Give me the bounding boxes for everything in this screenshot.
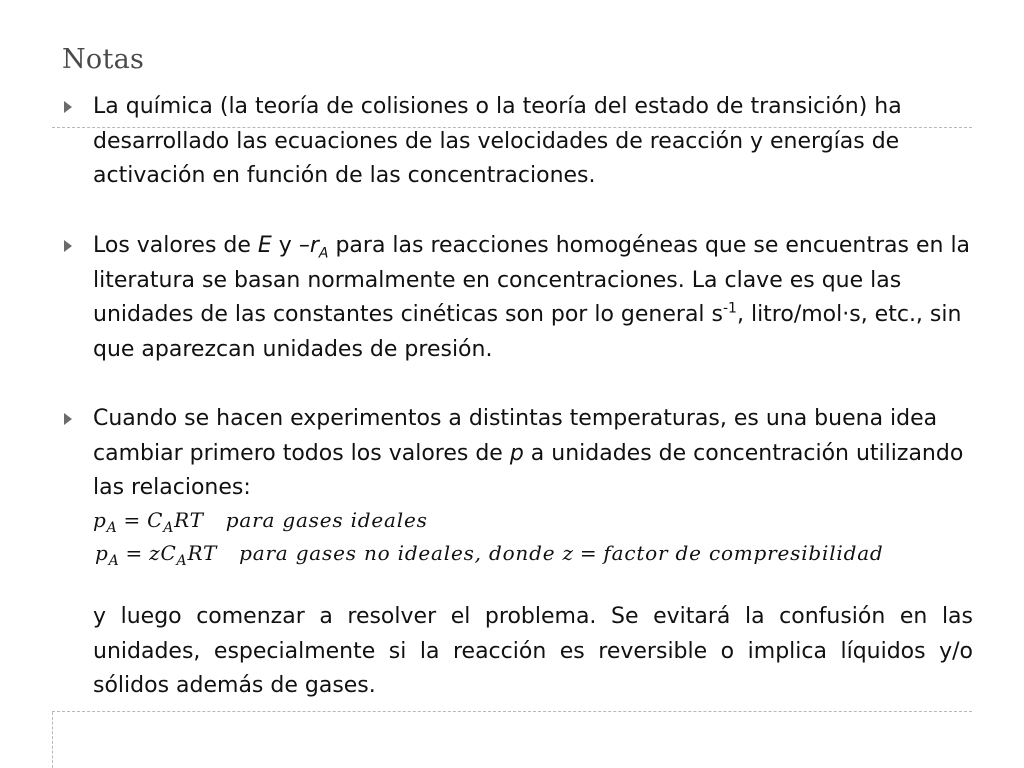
bullet-1-text — [93, 90, 973, 194]
equation-ideal-gas — [93, 508, 428, 536]
superscript-minus-one: -1 — [723, 300, 737, 317]
bullet-arrow-icon — [64, 413, 72, 425]
eq1-c-sub: A — [163, 520, 175, 536]
var-e: E — [257, 233, 272, 258]
bullet-1-content: La química (la teoría de colisiones o la teoría del estado de transición) ha desarrollado las ecuaciones de las velocidades de reacción y energías de activación en función de las concentraciones. — [93, 94, 909, 188]
slide-title: Notas — [62, 44, 145, 75]
var-r: r — [309, 233, 319, 258]
bullet-2-post1: para las reacciones homogéneas que se encuentras en la literatura se basan normalmente en concentraciones. La clave es que las unidades de las constantes cinéticas son por lo general s — [93, 233, 978, 327]
eq2-note-2: factor de compresibilidad — [603, 541, 884, 565]
eq2-c: C — [160, 541, 177, 565]
bullet-2-pre: Los valores de — [93, 233, 258, 258]
equation-non-ideal-gas — [95, 541, 884, 569]
eq1-c: C — [147, 508, 164, 532]
bullet-2-text — [93, 229, 978, 367]
bullet-3-post: a unidades de concentración utilizando las relaciones: — [93, 440, 971, 500]
bullet-3-text — [93, 402, 973, 506]
bottom-divider — [52, 711, 972, 712]
subscript-a: A — [318, 245, 329, 262]
bullet-2-post2: , litro/mol·s, etc., sin que aparezcan unidades de presión. — [93, 302, 969, 362]
eq2-z: z — [149, 541, 161, 565]
eq2-p-sub: A — [108, 553, 120, 569]
left-divider — [52, 712, 53, 768]
bullet-2-mid: y – — [271, 233, 310, 258]
closing-text: y luego comenzar a resolver el problema. Se evitará la confusión en las unidades, especialmente si la reacción es reversible o implica líquidos y/o sólidos además de gases. — [93, 604, 980, 698]
eq2-p: p — [95, 541, 109, 565]
bullet-arrow-icon — [64, 240, 72, 252]
eq1-rt: RT — [174, 508, 204, 532]
var-p: p — [509, 440, 524, 466]
eq2-equals-2: = — [579, 541, 598, 565]
eq2-rt: RT — [187, 541, 218, 565]
eq2-c-sub: A — [176, 553, 188, 569]
eq1-p: p — [93, 508, 107, 532]
bullet-arrow-icon — [64, 101, 72, 113]
bullet-3-pre: Cuando se hacen experimentos a distintas temperaturas, es una buena idea cambiar primero todos los valores de — [93, 406, 945, 466]
eq1-note: para gases ideales — [225, 508, 428, 532]
eq2-note: para gases no ideales, donde z — [239, 541, 574, 565]
eq1-p-sub: A — [106, 520, 118, 536]
eq1-equals: = — [123, 508, 142, 532]
closing-paragraph — [93, 600, 980, 704]
eq2-equals: = — [125, 541, 144, 565]
